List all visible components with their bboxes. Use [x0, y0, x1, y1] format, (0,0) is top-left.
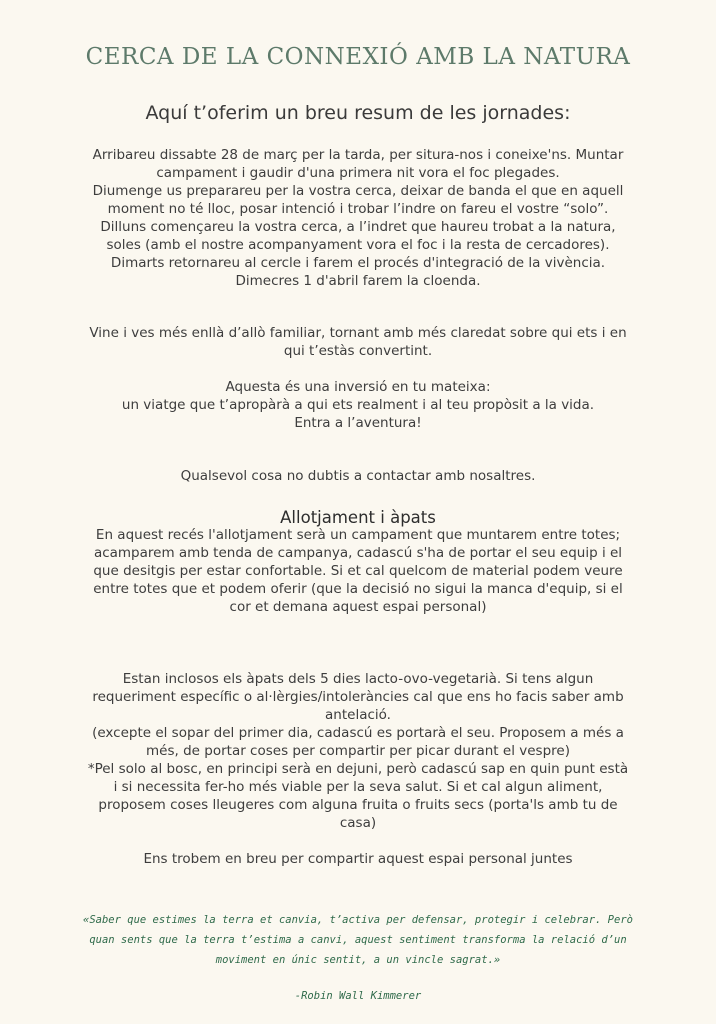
meals-line: requeriment específic o al·lèrgies/intoleràncies cal que ens ho facis saber amb	[92, 689, 624, 705]
schedule-line: soles (amb el nostre acompanyament vora el foc i la resta de cercadores).	[106, 237, 610, 253]
contact-paragraph	[44, 467, 672, 485]
schedule-summary	[44, 146, 672, 290]
schedule-line: Dilluns començareu la vostra cerca, a l’indret que haureu trobat a la natura,	[100, 219, 616, 235]
accommodation-line: entre totes que et podem oferir (que la decisió no sigui la manca d'equip, si el	[93, 581, 623, 597]
meals-line: i si necessita fer-ho més viable per la seva salut. Si et cal algun aliment,	[113, 779, 603, 795]
investment-line: Aquesta és una inversió en tu mateixa:	[225, 379, 491, 395]
quote-line: moviment en únic sentit, a un vincle sagrat.»	[215, 954, 501, 966]
contact-line: Qualsevol cosa no dubtis a contactar amb nosaltres.	[180, 468, 536, 484]
schedule-line: moment no té lloc, posar intenció i trobar l’indre on fareu el vostre “solo”.	[107, 201, 609, 217]
closing-line: Ens trobem en breu per compartir aquest espai personal juntes	[143, 851, 573, 867]
accommodation-paragraph	[44, 526, 672, 616]
invite-paragraph	[44, 324, 672, 360]
invite-line: qui t’estàs convertint.	[283, 343, 433, 359]
accommodation-line: En aquest recés l'allotjament serà un campament que muntarem entre totes;	[95, 527, 621, 543]
quote-author: -Robin Wall Kimmerer	[294, 990, 422, 1002]
investment-paragraph	[44, 378, 672, 432]
quote-block	[52, 910, 664, 970]
page-subtitle: Aquí t’oferim un breu resum de les jornades:	[145, 102, 571, 124]
accommodation-line: acamparem amb tenda de campanya, cadascú s'ha de portar el seu equip i el	[93, 545, 623, 561]
quote-line: quan sents que la terra t’estima a canvi, aquest sentiment transforma la relació d’un	[89, 934, 627, 946]
meals-line: proposem coses lleugeres com alguna fruita o fruits secs (porta'ls amb tu de	[98, 797, 618, 813]
meals-paragraph	[44, 670, 672, 832]
meals-line: *Pel solo al bosc, en principi serà en dejuni, però cadascú sap en quin punt està	[87, 761, 629, 777]
accommodation-heading: Allotjament i àpats	[280, 508, 436, 527]
schedule-line: Diumenge us preparareu per la vostra cerca, deixar de banda el que en aquell	[92, 183, 624, 199]
quote-line: «Saber que estimes la terra et canvia, t’activa per defensar, protegir i celebrar. Però	[83, 914, 633, 926]
investment-line: un viatge que t’apropàrà a qui ets realment i al teu propòsit a la vida.	[121, 397, 595, 413]
accommodation-line: cor et demana aquest espai personal)	[229, 599, 487, 615]
meals-line: casa)	[339, 815, 377, 831]
investment-line: Entra a l’aventura!	[294, 415, 422, 431]
meals-line: antelació.	[325, 707, 391, 723]
meals-line: (excepte el sopar del primer dia, cadascú es portarà el seu. Proposem a més a	[92, 725, 624, 741]
meals-line: Estan inclosos els àpats dels 5 dies lacto-ovo-vegetarià. Si tens algun	[122, 671, 594, 687]
meals-line: més, de portar coses per compartir per picar durant el vespre)	[146, 743, 570, 759]
schedule-line: Arribareu dissabte 28 de març per la tarda, per situra-nos i coneixe'ns. Muntar	[92, 147, 624, 163]
page-title: CERCA DE LA CONNEXIÓ AMB LA NATURA	[85, 44, 631, 70]
schedule-line: campament i gaudir d'una primera nit vora el foc plegades.	[156, 165, 560, 181]
invite-line: Vine i ves més enllà d’allò familiar, tornant amb més claredat sobre qui ets i en	[89, 325, 627, 341]
schedule-line: Dimecres 1 d'abril farem la cloenda.	[235, 273, 481, 289]
accommodation-line: que desitgis per estar confortable. Si et cal quelcom de material podem veure	[93, 563, 623, 579]
schedule-line: Dimarts retornareu al cercle i farem el procés d'integració de la vivència.	[110, 255, 606, 271]
closing-paragraph	[44, 850, 672, 868]
